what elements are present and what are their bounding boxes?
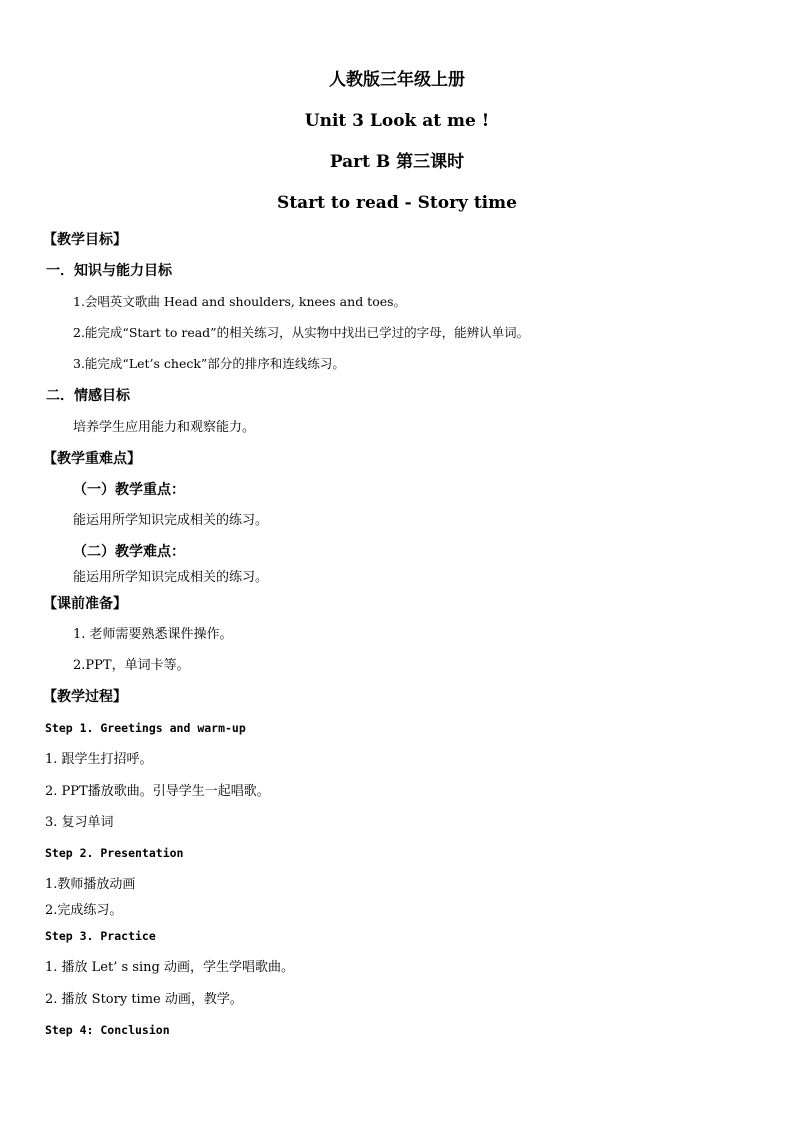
difficulty-text: 能运用所学知识完成相关的练习。 <box>73 570 269 585</box>
preparation-item-2: 2.PPT，单词卡等。 <box>73 658 190 673</box>
step3-heading: Step 3. Practice <box>45 929 156 943</box>
knowledge-item-3: 3.能完成“Let’s check”部分的排序和连线练习。 <box>73 356 345 371</box>
lesson-title: Start to read - Story time <box>277 193 517 213</box>
difficulty-heading: （二）教学难点： <box>73 544 185 560</box>
step4-heading: Step 4: Conclusion <box>45 1023 170 1037</box>
knowledge-heading: 一．知识与能力目标 <box>46 263 172 279</box>
knowledge-item-2: 2.能完成“Start to read”的相关练习，从实物中找出已学过的字母，能辨认单词。 <box>73 325 530 340</box>
emotion-text: 培养学生应用能力和观察能力。 <box>73 420 256 435</box>
step3-item-1: 1. 播放 Let’ s sing 动画，学生学唱歌曲。 <box>45 960 294 975</box>
step1-item-2: 2. PPT播放歌曲。引导学生一起唱歌。 <box>45 784 270 799</box>
step1-heading: Step 1. Greetings and warm-up <box>45 721 246 735</box>
focus-heading: （一）教学重点： <box>73 482 185 498</box>
step2-heading: Step 2. Presentation <box>45 846 184 860</box>
knowledge-item-1: 1.会唱英文歌曲 Head and shoulders, knees and toes。 <box>73 294 407 309</box>
focus-text: 能运用所学知识完成相关的练习。 <box>73 513 269 528</box>
step2-item-2: 2.完成练习。 <box>45 903 123 918</box>
unit-title: Unit 3 Look at me ! <box>304 111 490 131</box>
doc-title: 人教版三年级上册 <box>329 70 465 90</box>
step3-item-2: 2. 播放 Story time 动画，教学。 <box>45 992 243 1007</box>
key-points-heading: 【教学重难点】 <box>43 451 141 467</box>
part-title: Part B 第三课时 <box>329 152 465 172</box>
objectives-heading: 【教学目标】 <box>43 232 127 248</box>
preparation-item-1: 1. 老师需要熟悉课件操作。 <box>73 627 233 642</box>
step1-item-1: 1. 跟学生打招呼。 <box>45 752 153 767</box>
step2-item-1: 1.教师播放动画 <box>45 877 136 892</box>
process-heading: 【教学过程】 <box>43 689 127 705</box>
step1-item-3: 3. 复习单词 <box>45 815 114 830</box>
emotion-heading: 二．情感目标 <box>46 388 130 404</box>
preparation-heading: 【课前准备】 <box>43 596 127 612</box>
